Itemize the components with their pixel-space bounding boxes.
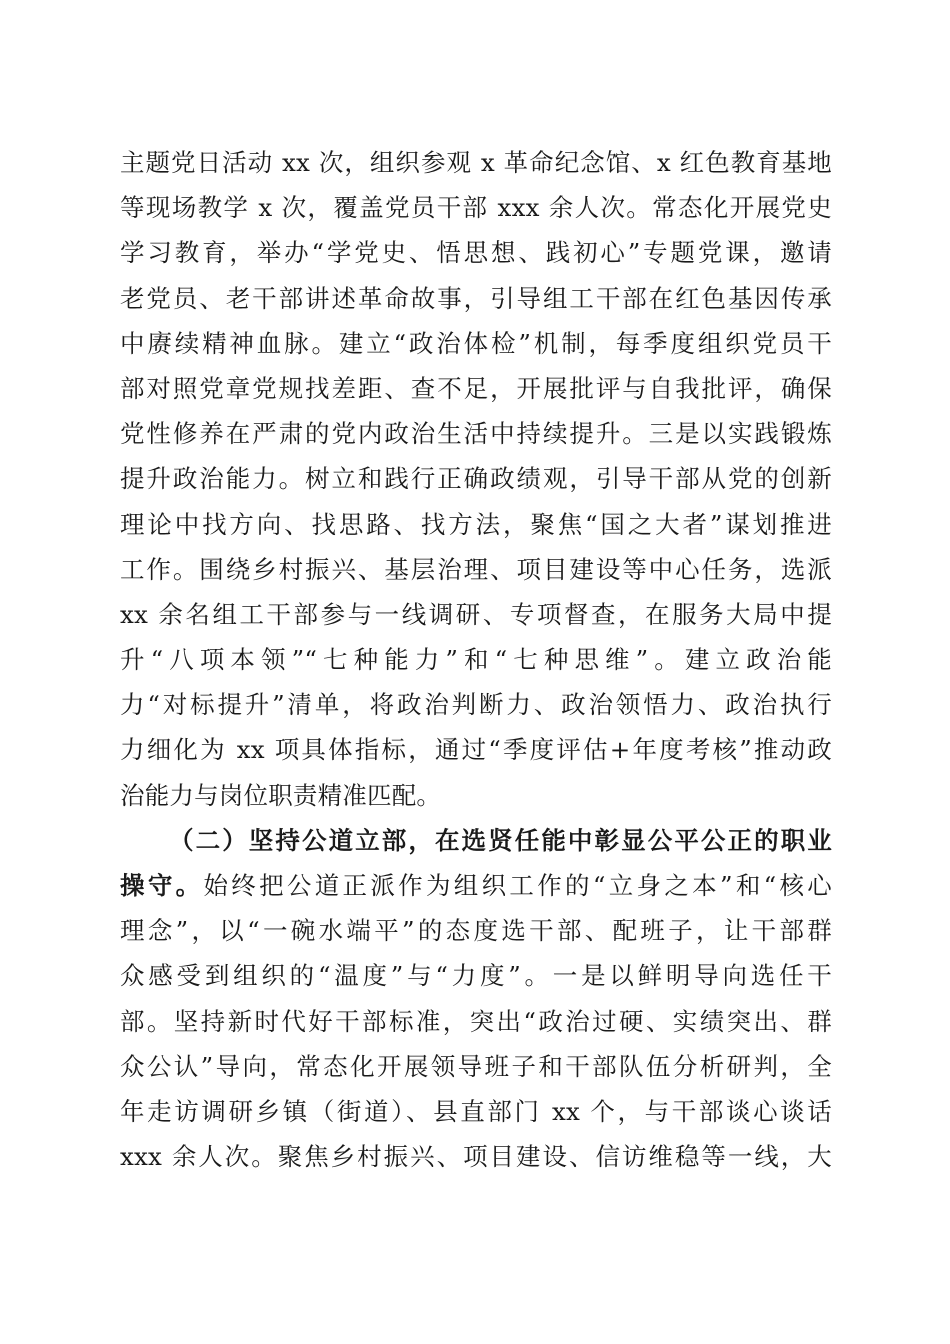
text-line: 等现场教学 x 次，覆盖党员干部 xxx 余人次。常态化开展党史 — [120, 193, 832, 223]
text-line: 治能力与岗位职责精准匹配。 — [120, 780, 442, 810]
section-heading-line — [120, 818, 832, 863]
text-line: 党性修养在严肃的党内政治生活中持续提升。三是以实践锻炼 — [120, 419, 832, 449]
text-line: 理论中找方向、找思路、找方法，聚焦“国之大者”谋划推进 — [120, 509, 832, 539]
paragraph-2 — [120, 818, 832, 1180]
text-line: 中赓续精神血脉。建立“政治体检”机制，每季度组织党员干 — [120, 328, 832, 358]
text-line — [120, 863, 832, 908]
text-line: 年走访调研乡镇（街道）、县直部门 xx 个，与干部谈心谈话 — [120, 1096, 832, 1126]
text-line: 力“对标提升”清单，将政治判断力、政治领悟力、政治执行 — [120, 690, 832, 720]
text-line: 学习教育，举办“学党史、悟思想、践初心”专题党课，邀请 — [120, 238, 832, 268]
text-line: 主题党日活动 xx 次，组织参观 x 革命纪念馆、x 红色教育基地 — [120, 148, 832, 177]
text-line: 老党员、老干部讲述革命故事，引导组工干部在红色基因传承 — [120, 283, 832, 313]
paragraph-1 — [120, 140, 832, 818]
section-heading: （二）坚持公道立部，在选贤任能中彰显公平公正的职业 — [169, 825, 832, 855]
document-body — [120, 140, 832, 1179]
text-line: xx 余名组工干部参与一线调研、专项督查，在服务大局中提 — [120, 599, 832, 629]
text-line: 提升政治能力。树立和践行正确政绩观，引导干部从党的创新 — [120, 464, 832, 494]
text-line: 理念”，以“一碗水端平”的态度选干部、配班子，让干部群 — [120, 916, 832, 946]
text-line: 众公认”导向，常态化开展领导班子和干部队伍分析研判，全 — [120, 1051, 832, 1081]
text-line: 众感受到组织的“温度”与“力度”。一是以鲜明导向选任干 — [120, 961, 832, 991]
text-span: 始终把公道正派作为组织工作的“立身之本”和“核心 — [203, 871, 832, 900]
section-heading-end: 操守。 — [120, 871, 204, 900]
text-line: 部对照党章党规找差距、查不足，开展批评与自我批评，确保 — [120, 373, 832, 403]
text-line: 部。坚持新时代好干部标准，突出“政治过硬、实绩突出、群 — [120, 1006, 832, 1036]
text-line: 工作。围绕乡村振兴、基层治理、项目建设等中心任务，选派 — [120, 554, 832, 584]
text-line: xxx 余人次。聚焦乡村振兴、项目建设、信访维稳等一线，大 — [120, 1142, 832, 1172]
text-line: 升“八项本领”“七种能力”和“七种思维”。建立政治能 — [120, 645, 832, 675]
text-line: 力细化为 xx 项具体指标，通过“季度评估+年度考核”推动政 — [120, 735, 832, 765]
